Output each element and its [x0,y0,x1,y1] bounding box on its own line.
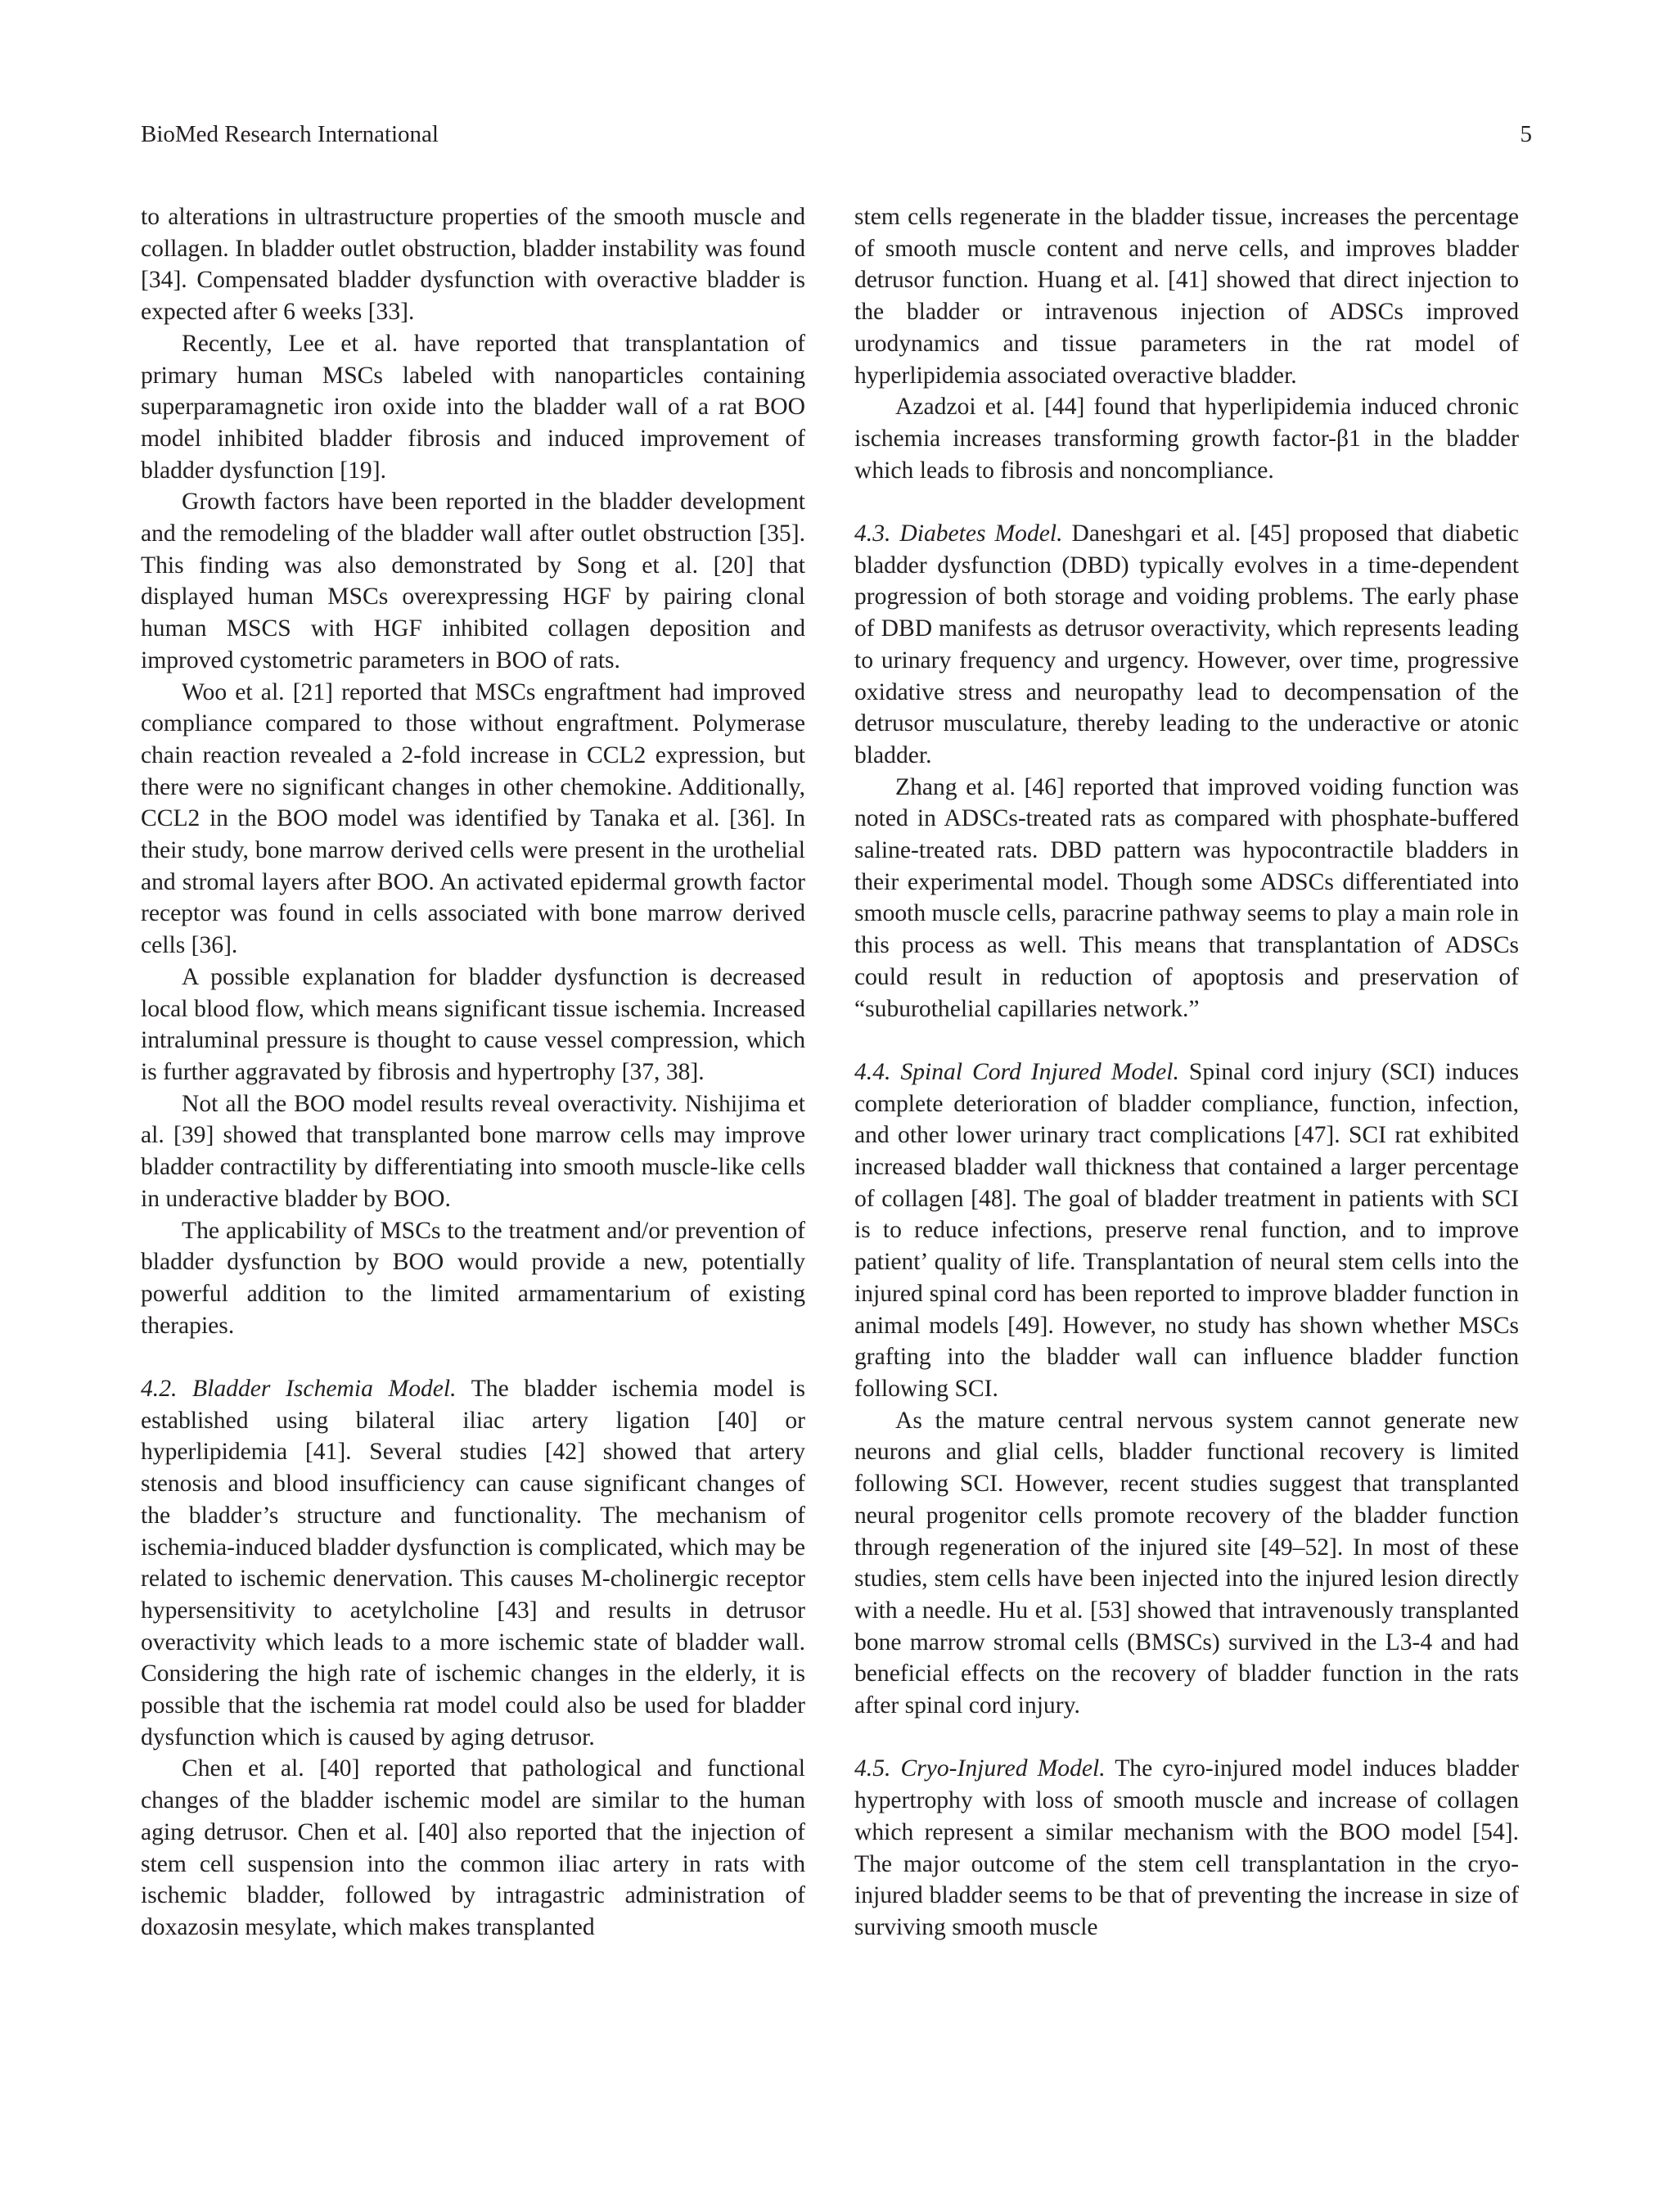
section-title: 4.5. Cryo-Injured Model. [854,1755,1106,1782]
section-title: 4.4. Spinal Cord Injured Model. [854,1058,1179,1085]
running-header [141,118,1532,151]
paragraph: Not all the BOO model results reveal overactivity. Nishijima et al. [39] showed that transplanted bone marrow cells may improve bladder contractility by differentiating into smooth muscle-like cells in underactive bladder by BOO. [141,1090,805,1212]
section-title: 4.2. Bladder Ischemia Model. [141,1376,457,1402]
section-text: The bladder ischemia model is established using bilateral iliac artery ligation [40] or hyperlipidemia [41]. Several studies [42] showed that artery stenosis and blood insufficiency can cause significant changes of the bladder’s structure and functionality. The mechanism of ischemia-induced bladder dysfunction is complicated, which may be related to ischemic denervation. This causes M-cholinergic receptor hypersensitivity to acetylcholine [43] and results in detrusor overactivity which leads to a more ischemic state of bladder wall. Considering the high rate of ischemic changes in the elderly, it is possible that the ischemia rat model could also be used for bladder dysfunction which is caused by aging detrusor. [141,1376,805,1750]
paragraph: Azadzoi et al. [44] found that hyperlipidemia induced chronic ischemia increases transforming growth factor-β1 in the bladder which leads to fibrosis and noncompliance. [854,394,1519,484]
section-4-3 [854,518,1519,772]
section-text: Daneshgari et al. [45] proposed that diabetic bladder dysfunction (DBD) typically evolves in a time-dependent progression of both storage and voiding problems. The early phase of DBD manifests as detrusor overactivity, which represents leading to urinary frequency and urgency. However, over time, progressive oxidative stress and neuropathy lead to decompensation of the detrusor musculature, thereby leading to the underactive or atonic bladder. [854,520,1519,768]
paragraph: stem cells regenerate in the bladder tissue, increases the percentage of smooth muscle content and nerve cells, and improves bladder detrusor function. Huang et al. [41] showed that direct injection to the bladder or intravenous injection of ADSCs improved urodynamics and tissue parameters in the rat model of hyperlipidemia associated overactive bladder. [854,204,1519,389]
paragraph: to alterations in ultrastructure properties of the smooth muscle and collagen. In bladder outlet obstruction, bladder instability was found [34]. Compensated bladder dysfunction with overactive bladder is expected after 6 weeks [33]. [141,204,805,326]
section-text: Spinal cord injury (SCI) induces complete deterioration of bladder compliance, function, infection, and other lower urinary tract complications [47]. SCI rat exhibited increased bladder wall thickness that contained a larger percentage of collagen [48]. The goal of bladder treatment in patients with SCI is to reduce infections, preserve renal function, and to improve patient’ quality of life. Transplantation of neural stem cells into the injured spinal cord has been reported to improve bladder function in animal models [49]. However, no study has shown whether MSCs grafting into the bladder wall can influence bladder function following SCI. [854,1058,1519,1402]
paragraph: Chen et al. [40] reported that pathological and functional changes of the bladder ischemic model are similar to the human aging detrusor. Chen et al. [40] also reported that the injection of stem cell suspension into the common iliac artery in rats with ischemic bladder, followed by intragastric administration of doxazosin mesylate, which makes transplanted [141,1755,805,1940]
paragraph: Growth factors have been reported in the bladder development and the remodeling of the bladder wall after outlet obstruction [35]. This finding was also demonstrated by Song et al. [20] that displayed human MSCs overexpressing HGF by pairing clonal human MSCS with HGF inhibited collagen deposition and improved cystometric parameters in BOO of rats. [141,489,805,674]
paragraph: A possible explanation for bladder dysfunction is decreased local blood flow, which means significant tissue ischemia. Increased intraluminal pressure is thought to cause vessel compression, which is further aggravated by fibrosis and hypertrophy [37, 38]. [141,963,805,1085]
paragraph: Zhang et al. [46] reported that improved voiding function was noted in ADSCs-treated rats as compared with phosphate-buffered saline-treated rats. DBD pattern was hypocontractile bladders in their experimental model. Though some ADSCs differentiated into smooth muscle cells, paracrine pathway seems to play a main role in this process as well. This means that transplantation of ADSCs could result in reduction of apoptosis and preservation of “suburothelial capillaries network.” [854,773,1519,1022]
section-4-2 [141,1373,805,1753]
page-number: 5 [1520,121,1532,147]
section-text: The cyro-injured model induces bladder hypertrophy with loss of smooth muscle and increase of collagen which represent a similar mechanism with the BOO model [54]. The major outcome of the stem cell transplantation in the cryo-injured bladder seems to be that of preventing the increase in size of surviving smooth muscle [854,1755,1519,1940]
right-column [854,201,1519,1944]
section-4-4 [854,1056,1519,1405]
section-4-5 [854,1753,1519,1943]
paragraph: Recently, Lee et al. have reported that transplantation of primary human MSCs labeled with nanoparticles containing superparamagnetic iron oxide into the bladder wall of a rat BOO model inhibited bladder fibrosis and induced improvement of bladder dysfunction [19]. [141,330,805,484]
journal-name: BioMed Research International [141,121,439,147]
left-column [141,201,805,1944]
paragraph: The applicability of MSCs to the treatment and/or prevention of bladder dysfunction by BOO would provide a new, potentially powerful addition to the limited armamentarium of existing therapies. [141,1217,805,1339]
paragraph: As the mature central nervous system cannot generate new neurons and glial cells, bladder functional recovery is limited following SCI. However, recent studies suggest that transplanted neural progenitor cells promote recovery of the bladder function through regeneration of the injured site [49–52]. In most of these studies, stem cells have been injected into the injured lesion directly with a needle. Hu et al. [53] showed that intravenously transplanted bone marrow stromal cells (BMSCs) survived in the L3-4 and had beneficial effects on the recovery of bladder function in the rats after spinal cord injury. [854,1407,1519,1719]
section-title: 4.3. Diabetes Model. [854,520,1063,547]
paragraph: Woo et al. [21] reported that MSCs engraftment had improved compliance compared to those without engraftment. Polymerase chain reaction revealed a 2-fold increase in CCL2 expression, but there were no significant changes in other chemokine. Additionally, CCL2 in the BOO model was identified by Tanaka et al. [36]. In their study, bone marrow derived cells were present in the urothelial and stromal layers after BOO. An activated epidermal growth factor receptor was found in cells associated with bone marrow derived cells [36]. [141,678,805,959]
